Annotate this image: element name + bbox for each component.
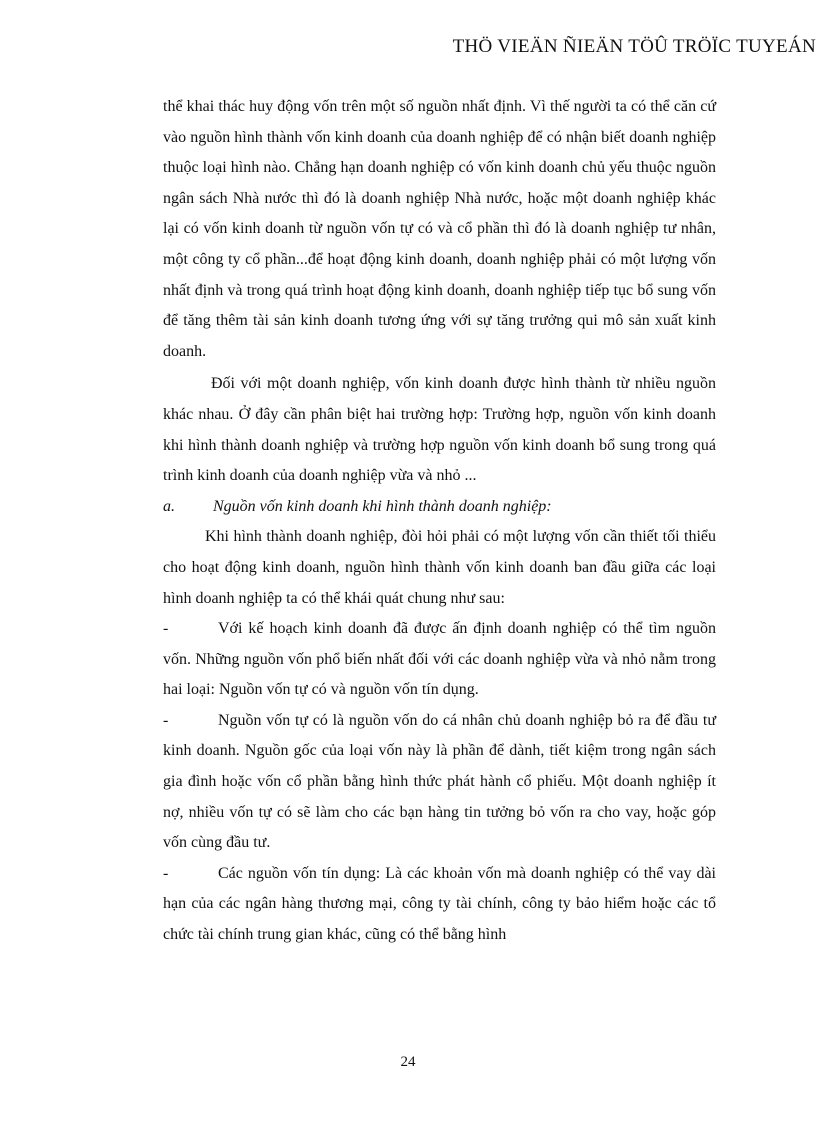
section-heading — [163, 492, 716, 523]
bullet-item-2-text: Nguồn vốn tự có là nguồn vốn do cá nhân chủ doanh nghiệp bỏ ra để đầu tư kinh doanh. Nguồn gốc của loại vốn này là phần để dành, tiết kiệm trong ngân sách gia đình hoặc vốn cổ phần bằng hình thức phát hành cổ phiếu. Một doanh nghiệp ít nợ, nhiều vốn tự có sẽ làm cho các bạn hàng tin tưởng bỏ vốn ra cho vay, hoặc góp vốn cùng đầu tư. — [163, 711, 716, 852]
bullet-item-3 — [163, 859, 716, 951]
paragraph-1: thể khai thác huy động vốn trên một số nguồn nhất định. Vì thế người ta có thể căn cứ vào nguồn hình thành vốn kinh doanh của doanh nghiệp để có nhận biết doanh nghiệp thuộc loại hình nào. Chẳng hạn doanh nghiệp có vốn kinh doanh chủ yếu thuộc nguồn ngân sách Nhà nước thì đó là doanh nghiệp Nhà nước, hoặc một doanh nghiệp khác lại có vốn kinh doanh từ nguồn vốn tự có và cổ phần thì đó là doanh nghiệp tư nhân, một công ty cổ phần...để hoạt động kinh doanh, doanh nghiệp phải có một lượng vốn nhất định và trong quá trình hoạt động kinh doanh, doanh nghiệp tiếp tục bổ sung vốn để tăng thêm tài sản kinh doanh tương ứng với sự tăng trưởng qui mô sản xuất kinh doanh. — [163, 98, 716, 360]
bullet-dash: - — [163, 864, 169, 882]
bullet-item-3-text: Các nguồn vốn tín dụng: Là các khoản vốn mà doanh nghiệp có thể vay dài hạn của các ngân hàng thương mại, công ty tài chính, công ty bảo hiểm hoặc các tổ chức tài chính trung gian khác, cũng có thể bằng hình — [163, 864, 716, 944]
section-heading-marker: a. — [163, 497, 175, 515]
paragraph-2: Đối với một doanh nghiệp, vốn kinh doanh được hình thành từ nhiều nguồn khác nhau. Ở đây cần phân biệt hai trường hợp: Trường hợp, nguồn vốn kinh doanh khi hình thành doanh nghiệp và trường hợp nguồn vốn kinh doanh bổ sung trong quá trình kinh doanh của doanh nghiệp vừa và nhỏ ... — [163, 375, 716, 485]
page-number: 24 — [400, 1054, 416, 1070]
section-heading-text: Nguồn vốn kinh doanh khi hình thành doanh nghiệp: — [213, 497, 552, 515]
bullet-item-1 — [163, 614, 716, 706]
paragraph-3: Khi hình thành doanh nghiệp, đòi hỏi phải có một lượng vốn cần thiết tối thiểu cho hoạt động kinh doanh, nguồn hình thành vốn kinh doanh ban đầu giữa các loại hình doanh nghiệp ta có thể khái quát chung như sau: — [163, 528, 716, 607]
running-header: THÖ VIEÄN ÑIEÄN TÖÛ TRÖÏC TUYEÁN — [452, 36, 816, 57]
bullet-dash: - — [163, 711, 169, 729]
bullet-item-2 — [163, 706, 716, 859]
bullet-item-1-text: Với kế hoạch kinh doanh đã được ấn định doanh nghiệp có thể tìm nguồn vốn. Những nguồn vốn phổ biến nhất đối với các doanh nghiệp vừa và nhỏ nằm trong hai loại: Nguồn vốn tự có và nguồn vốn tín dụng. — [163, 620, 716, 699]
bullet-dash: - — [163, 620, 169, 638]
page-body — [163, 92, 716, 951]
